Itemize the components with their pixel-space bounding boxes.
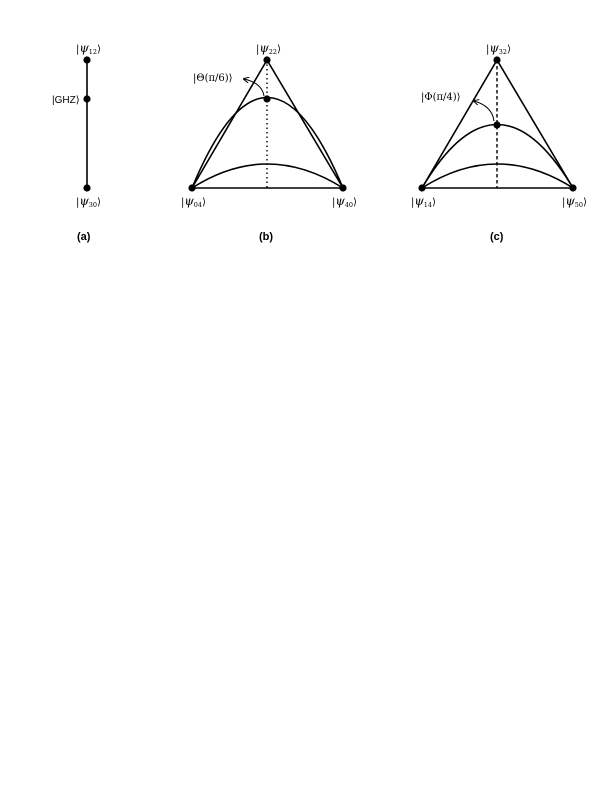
vertex-right — [569, 184, 576, 191]
pointer-arrow — [474, 101, 494, 121]
label-right: $|\psi_{40}⟩$ — [332, 194, 357, 209]
vertex-top — [493, 56, 500, 63]
vertex-point — [493, 121, 500, 128]
vertex-bottom — [83, 184, 90, 191]
upper-curve — [192, 98, 343, 189]
panel-a — [52, 41, 101, 243]
vertex-ghz — [83, 95, 90, 102]
vertex-left — [188, 184, 195, 191]
panel-c — [411, 41, 587, 243]
edge-right — [267, 60, 343, 188]
label-right: $|\psi_{50}⟩$ — [562, 194, 587, 209]
vertex-top — [83, 56, 90, 63]
caption-c: (c) — [490, 231, 504, 243]
label-left: $|\psi_{04}⟩$ — [181, 194, 206, 209]
vertex-point — [263, 95, 270, 102]
lower-curve — [192, 164, 343, 188]
vertex-right — [339, 184, 346, 191]
vertex-top — [263, 56, 270, 63]
vertex-left — [418, 184, 425, 191]
edge-right — [497, 60, 573, 188]
label-point: |Θ(π/6)⟩ — [193, 73, 233, 84]
label-point: |Φ(π/4)⟩ — [421, 92, 461, 103]
label-bottom: $|\psi_{30}⟩$ — [76, 194, 101, 209]
caption-b: (b) — [259, 231, 274, 243]
label-left: $|\psi_{14}⟩$ — [411, 194, 436, 209]
label-top: $|\psi_{12}⟩$ — [76, 41, 101, 56]
edge-left — [422, 60, 497, 188]
panel-b — [181, 41, 357, 243]
caption-a: (a) — [77, 231, 91, 243]
label-top: $|\psi_{32}⟩$ — [486, 41, 511, 56]
label-top: $|\psi_{22}⟩$ — [256, 41, 281, 56]
label-ghz: |GHZ⟩ — [52, 95, 80, 106]
